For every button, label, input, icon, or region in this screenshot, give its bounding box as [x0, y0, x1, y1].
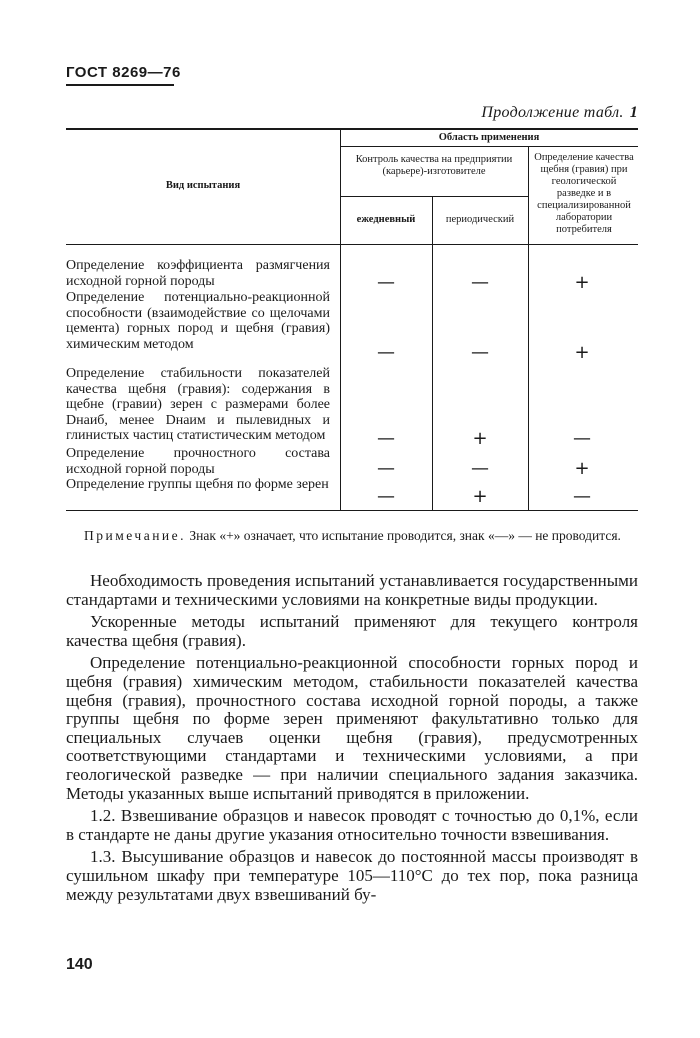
daily-mark: — [377, 486, 395, 507]
paragraph: 1.2. Взвешивание образцов и навесок проводят с точностью до 0,1%, если в стандарте не даны другие указания относительно точности взвешивания. [66, 806, 638, 844]
table-row-label: Определение потенциально-реакционной способности (взаимодействие со щелочами цемента) горных пород и щебня (гравия) химическим методом [66, 290, 330, 352]
header-bottom-rule [66, 244, 638, 245]
daily-mark: — [377, 428, 395, 449]
note-text: Знак «+» означает, что испытание проводится, знак «—» — не проводится. [189, 528, 621, 543]
area-header-rule [340, 146, 638, 147]
paragraph: Необходимость проведения испытаний устанавливается государственными стандартами и техническими условиями на конкретные виды продукции. [66, 571, 638, 609]
table-top-rule [66, 128, 638, 130]
paragraph: Определение потенциально-реакционной способности горных пород и щебня (гравия) химическим методом, стабильности показателей качества щебня (гравия), прочностного состава исходной горной породы, а также группы щебня по форме зерен применяют факультативно только для специальных случаев оценки щебня (гравия), предусмотренных соответствующими стандартами и техническими условиями, а при геологической разведке — при наличии специального задания заказчика. Методы указанных выше испытаний приводятся в приложении. [66, 653, 638, 803]
geology-mark: + [574, 458, 590, 479]
table-row-label: Определение стабильности показателей качества щебня (гравия): содержания в щебне (гравии) зерен с размерами более Dнаиб, менее Dнаим и пылевидных и глинистых частиц статистическим методом [66, 366, 330, 444]
periodic-mark: — [471, 342, 489, 363]
periodic-mark: + [472, 428, 488, 449]
header-geological-survey: Определение качества щебня (гравия) при геологической разведке и в специализированной лаборатории потребителя [534, 152, 634, 235]
geology-mark: — [573, 428, 591, 449]
header-test-type: Вид испытания [165, 180, 241, 191]
paragraph: Ускоренные методы испытаний применяют для текущего контроля качества щебня (гравия). [66, 612, 638, 650]
continuation-text: Продолжение табл. [481, 104, 624, 121]
continuation-table-number: 1 [629, 104, 638, 121]
page-number: 140 [66, 956, 93, 973]
daily-mark: — [377, 458, 395, 479]
header-manufacturer-control: Контроль качества на предприятии (карьере)-изготовителе [355, 154, 513, 177]
periodic-mark: — [471, 458, 489, 479]
header-periodic: периодический [445, 214, 515, 225]
periodic-mark: + [472, 486, 488, 507]
column-divider [528, 146, 529, 510]
control-header-rule [340, 196, 528, 197]
body-text [66, 572, 638, 908]
geology-mark: + [574, 342, 590, 363]
periodic-mark: — [471, 272, 489, 293]
table-row-label: Определение группы щебня по форме зерен [66, 477, 329, 492]
table-row-label: Определение коэффициента размягчения исходной горной породы [66, 258, 330, 289]
geology-mark: — [573, 486, 591, 507]
standard-header: ГОСТ 8269—76 [66, 64, 181, 81]
table-continuation-label [481, 104, 638, 122]
daily-mark: — [377, 272, 395, 293]
daily-mark: — [377, 342, 395, 363]
test-types-table [66, 128, 638, 512]
header-daily: ежедневный [356, 214, 416, 225]
table-note [84, 528, 636, 544]
column-divider [432, 196, 433, 510]
column-divider [340, 130, 341, 510]
header-rule [66, 84, 174, 86]
note-label: Примечание. [84, 528, 187, 543]
paragraph: 1.3. Высушивание образцов и навесок до постоянной массы производят в сушильном шкафу при температуре 105—110°С до тех пор, пока разница между результатами двух взвешиваний бу- [66, 847, 638, 904]
geology-mark: + [574, 272, 590, 293]
table-bottom-rule [66, 510, 638, 511]
table-row-label: Определение прочностного состава исходной горной породы [66, 446, 330, 477]
header-application-area: Область применения [438, 132, 540, 143]
